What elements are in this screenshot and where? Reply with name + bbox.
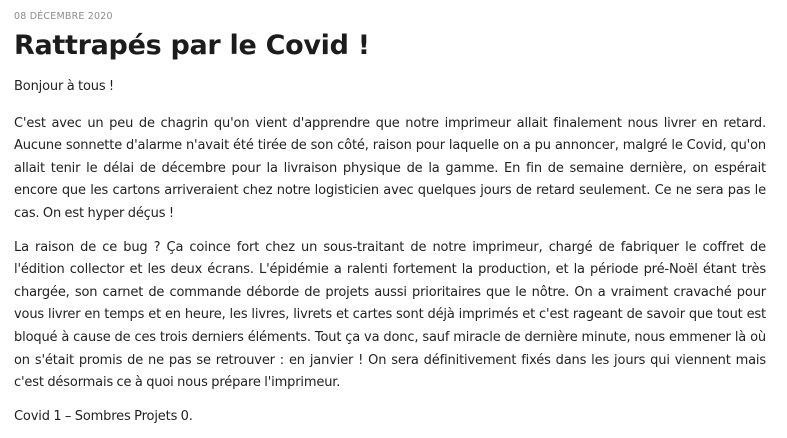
blog-post xyxy=(14,0,766,428)
post-signoff: Covid 1 – Sombres Projets 0. xyxy=(14,408,193,424)
post-date: 08 DÉCEMBRE 2020 xyxy=(14,11,113,22)
post-paragraph: La raison de ce bug ? Ça coince fort chez un sous-traitant de notre imprimeur, chargé de fabriquer le coffret de l'édition collector et les deux écrans. L'épidémie a ralenti fortement la production, et la période pré-Noël étant très chargée, son carnet de commande déborde de projets aussi prioritaires que le nôtre. On a vraiment cravaché pour vous livrer en temps et en heure, les livres, livrets et cartes sont déjà imprimés et c'est rageant de savoir que tout est bloqué à cause de ces trois derniers éléments. Tout ça va donc, sauf miracle de dernière minute, nous emmener là où on s'était promis de ne pas se retrouver : en janvier ! On sera définitivement fixés dans les jours qui viennent mais c'est désormais ce à quoi nous prépare l'imprimeur. xyxy=(14,239,766,391)
post-body xyxy=(14,76,766,428)
post-greeting: Bonjour à tous ! xyxy=(14,79,114,94)
post-title: Rattrapés par le Covid ! xyxy=(14,30,370,61)
post-paragraph: C'est avec un peu de chagrin qu'on vient d'apprendre que notre imprimeur allait finalement nous livrer en retard. Aucune sonnette d'alarme n'avait été tirée de son côté, raison pour laquelle on a pu annoncer, malgré le Covid, qu'on allait tenir le délai de décembre pour la livraison physique de la gamme. En fin de semaine dernière, on espérait encore que les cartons arriveraient chez notre logisticien avec quelques jours de retard seulement. Ce ne sera pas le cas. On est hyper déçus ! xyxy=(14,115,766,221)
